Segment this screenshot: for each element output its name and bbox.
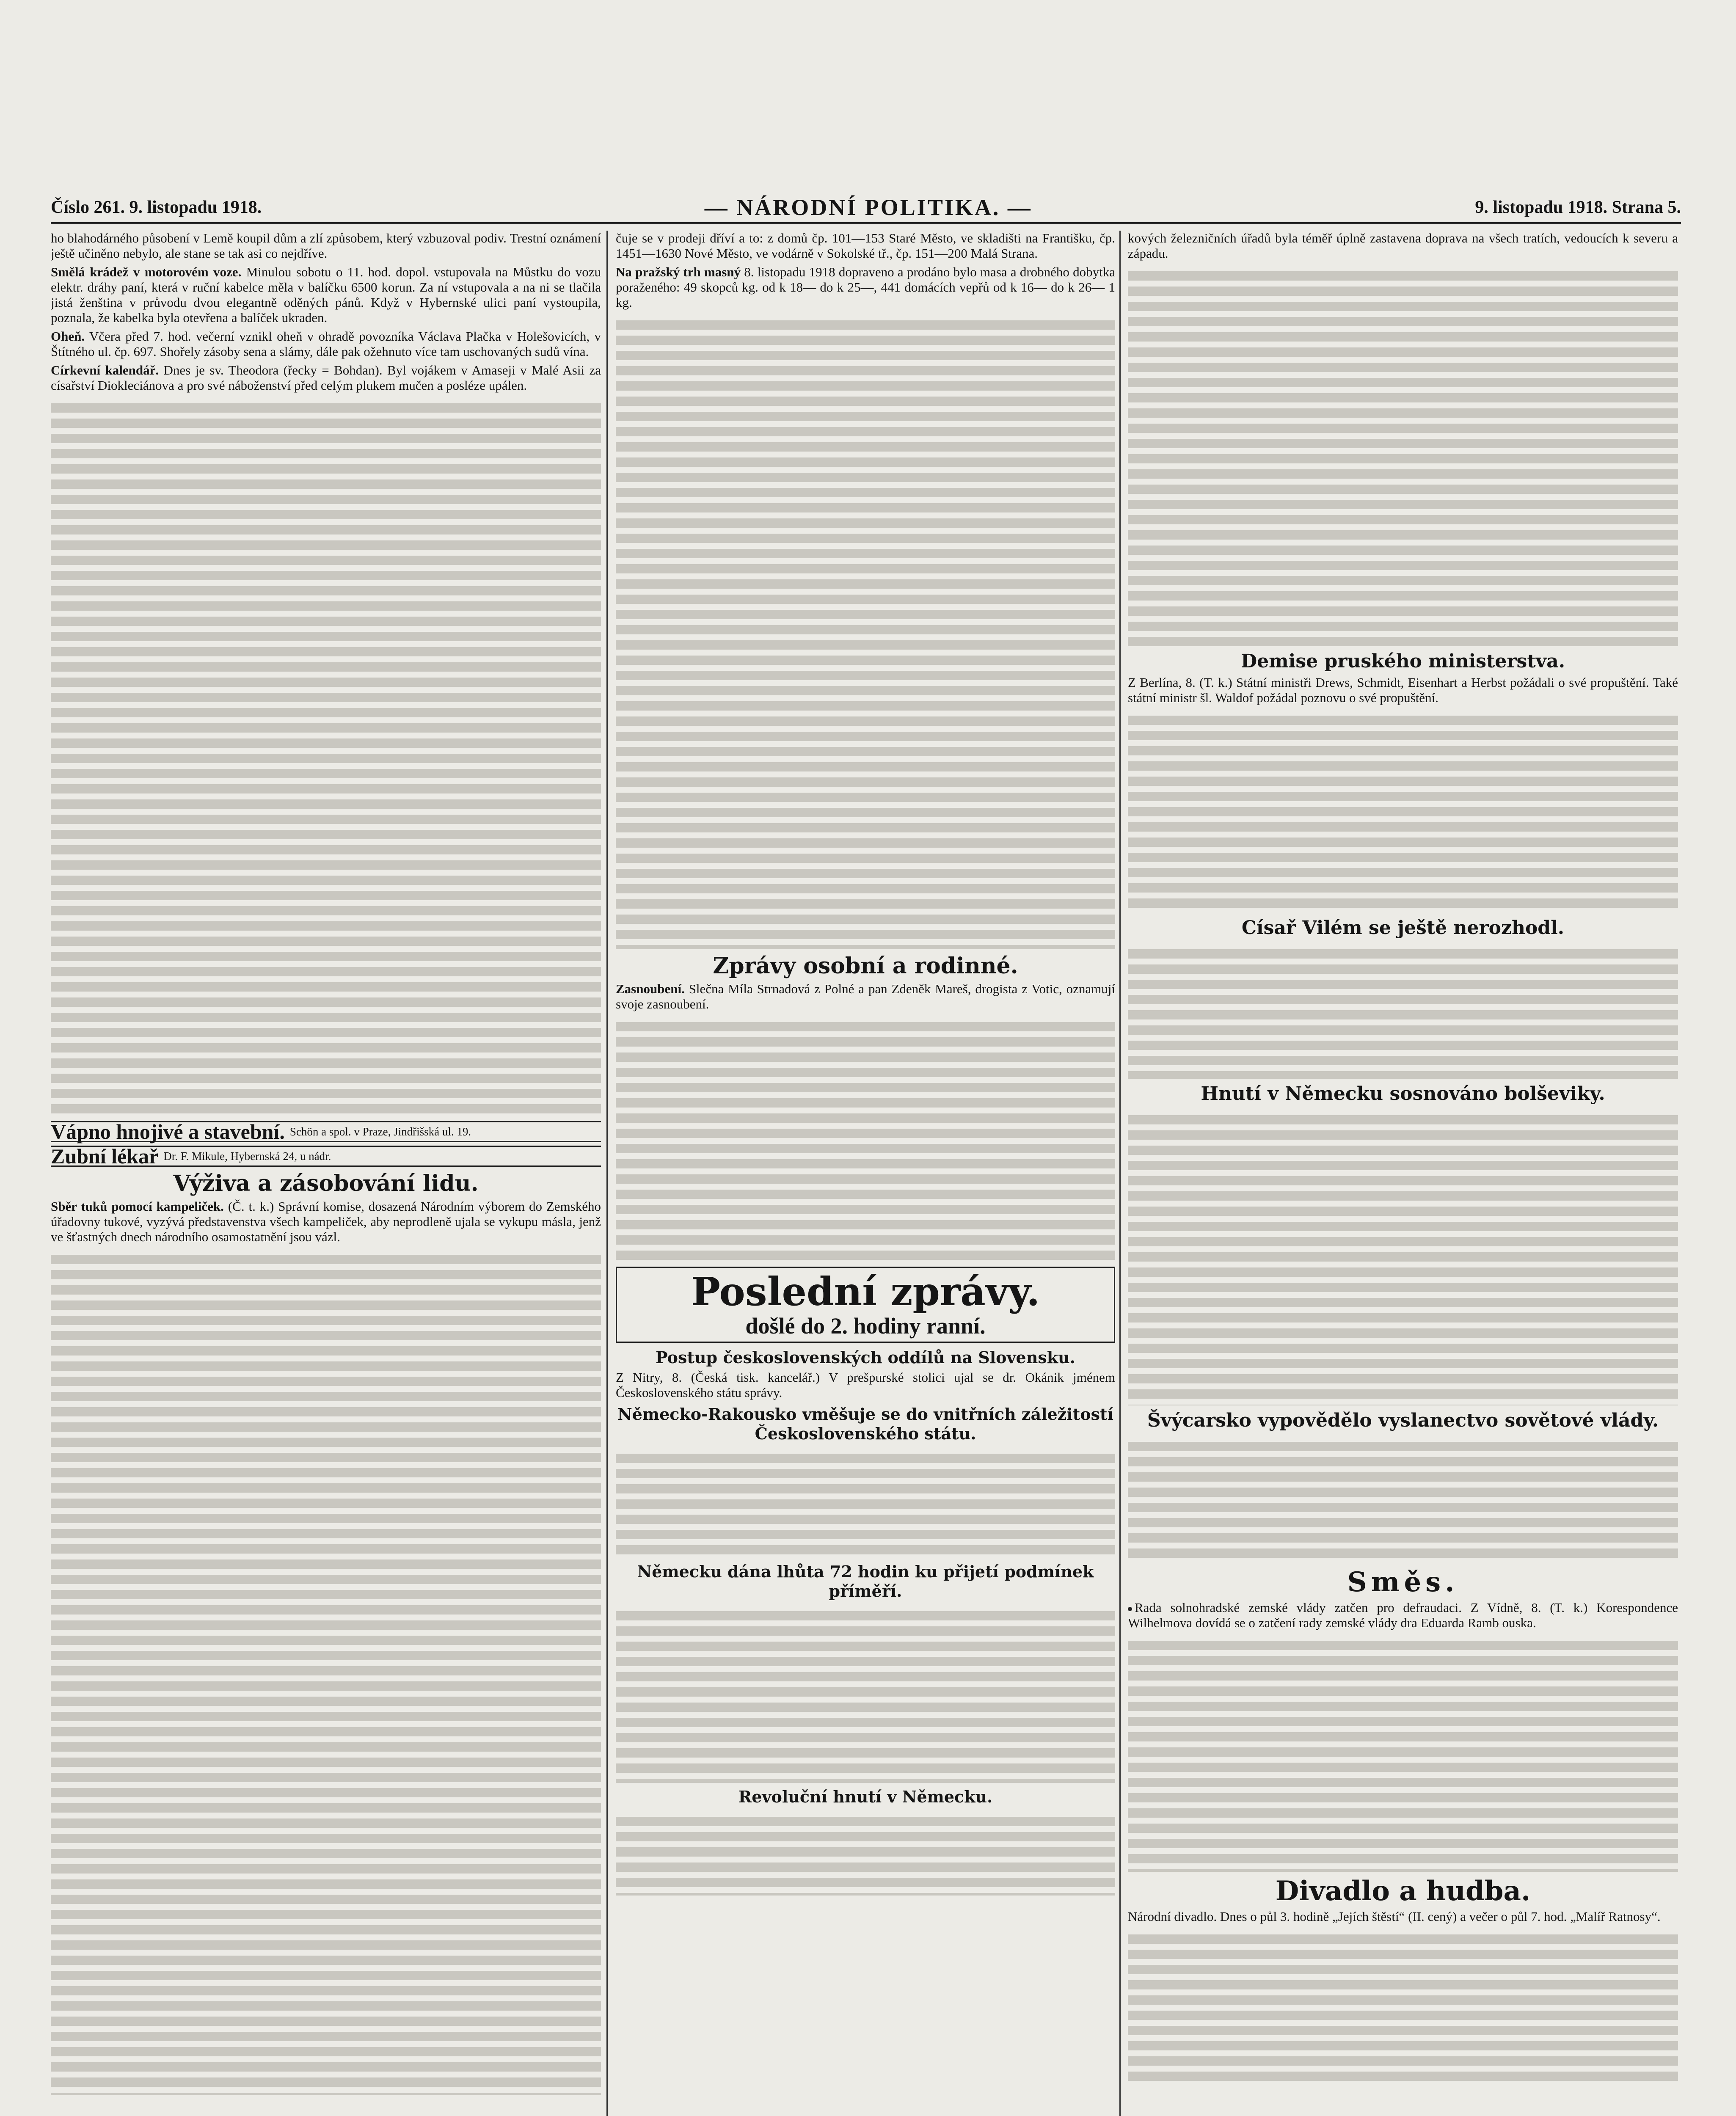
- latest-news-box: [616, 1267, 1115, 1343]
- article: Zasnoubení. Slečna Míla Strnadová z Polné a pan Zdeněk Mareš, drogista z Votic, oznamují svoje zasnoubení.: [616, 981, 1115, 1011]
- article-text: čuje se v prodeji dříví a to: z domů čp. 101—153 Staré Město, ve skladišti na Františku, čp. 1451—1630 Nové Město, ve vodárně v Sokolské tř., čp. 151—200 Malá Strana.: [616, 231, 1115, 261]
- article-lead: Zasnoubení.: [616, 981, 685, 996]
- text-body-placeholder: [1128, 943, 1678, 1079]
- article-headline: Postup československých oddílů na Slovensku.: [656, 1348, 1075, 1367]
- article: Církevní kalendář. Dnes je sv. Theodora (řecky = Bohdan). Byl vojákem v Amaseji v Malé Asii za císařství Diokleciánova a pro své náboženství před celým plukem mučen a posléze upálen.: [51, 363, 601, 393]
- column-3: [1128, 231, 1678, 2116]
- date-page: 9. listopadu 1918. Strana 5.: [1475, 198, 1681, 217]
- text-body-placeholder: [616, 1811, 1115, 1896]
- column-divider: [606, 231, 608, 2116]
- masthead: [51, 193, 1681, 224]
- article-text: Národní divadlo. Dnes o půl 3. hodině „Jejích štěstí“ (II. cený) a večer o půl 7. hod. „Malíř Ratnosy“.: [1128, 1909, 1661, 1924]
- text-body-placeholder: [616, 1605, 1115, 1783]
- section-heading: Zprávy osobní a rodinné.: [713, 953, 1018, 979]
- article-lead: Smělá krádež v motorovém voze.: [51, 264, 242, 279]
- bullet-icon: [1128, 1607, 1132, 1611]
- text-body-placeholder: [1128, 710, 1678, 913]
- latest-news-title: Poslední zprávy.: [691, 1269, 1040, 1314]
- article: Sběr tuků pomocí kampeliček. (Č. t. k.) Správní komise, dosazená Národním výborem do Zemského úřadovny tukové, vyzývá představenstva všech kampeliček, aby neprodleně ujala se vykupu másla, jenž ve šťastných dnech národního osamostatnění jsou vázl.: [51, 1199, 601, 1244]
- article-text: Rada solnohradské zemské vlády zatčen pro defraudaci. Z Vídně, 8. (T. k.) Korespondence Wilhelmova dovídá se o zatčení rady zemské vlády dra Eduarda Ramb ouska.: [1128, 1600, 1678, 1630]
- latest-news-subtitle: došlé do 2. hodiny ranní.: [745, 1313, 986, 1339]
- article-headline: Hnutí v Německu sosnováno bolševiky.: [1201, 1083, 1605, 1105]
- newspaper-title: — NÁRODNÍ POLITIKA. —: [704, 195, 1032, 220]
- advertisement-vapno: Vápno hnojivé a stavební. Schön a spol. v Praze, Jindřišská ul. 19.: [51, 1121, 601, 1142]
- issue-number: Číslo 261. 9. listopadu 1918.: [51, 198, 262, 217]
- article: Oheň. Včera před 7. hod. večerní vznikl oheň v ohradě povozníka Václava Plačka v Holešovicích, v Štítného ul. čp. 697. Shořely zásoby sena a slámy, dále pak ožehnuto více tam uschovaných sudů vína.: [51, 329, 601, 359]
- article-lead: Církevní kalendář.: [51, 363, 159, 377]
- text-body-placeholder: [616, 314, 1115, 949]
- article-headline: Švýcarsko vypovědělo vyslanectvo sovětové vlády.: [1147, 1410, 1659, 1431]
- text-body-placeholder: [1128, 1109, 1678, 1405]
- text-body-placeholder: [1128, 1929, 1678, 2081]
- text-body-placeholder: [616, 1016, 1115, 1262]
- text-body-placeholder: [616, 1448, 1115, 1558]
- article-headline: Německu dána lhůta 72 hodin ku přijetí podmínek příměří.: [637, 1562, 1094, 1601]
- article-headline: Německo-Rakousko vměšuje se do vnitřních záležitostí Československého státu.: [617, 1405, 1114, 1443]
- article: Smělá krádež v motorovém voze. Minulou sobotu o 11. hod. dopol. vstupovala na Můstku do vozu elektr. dráhy paní, která v ruční kabelce měla v balíčku 6500 korun. Za ní vstupovala a na ni se tlačila jistá ženština v průvodu dvou elegantně oděných pánů. Když v Hybernské ulici paní vystoupila, poznala, že kabelka byla otevřena a balíček ukraden.: [51, 264, 601, 325]
- text-body-placeholder: [1128, 1436, 1678, 1563]
- article-text: Z Nitry, 8. (Česká tisk. kancelář.) V prešpurské stolici ujal se dr. Okánik jménem Československého státu správy.: [616, 1370, 1115, 1400]
- article-lead: Oheň.: [51, 329, 85, 344]
- article-text: ho blahodárného působení v Lemě koupil dům a zlí způsobem, který vzbuzoval podiv. Trestní oznámení ještě učiněno nebylo, ale stane se tak asi co nejdříve.: [51, 231, 601, 261]
- column-1: [51, 231, 601, 2116]
- article-text: Z Berlína, 8. (T. k.) Státní ministři Drews, Schmidt, Eisenhart a Herbst požádali o své propuštění. Také státní ministr šl. Waldof požádal poznovu o své propuštění.: [1128, 675, 1678, 705]
- article-lead: Sběr tuků pomocí kampeliček.: [51, 1199, 224, 1214]
- article-headline: Císař Vilém se ještě nerozhodl.: [1241, 917, 1565, 939]
- text-body-placeholder: [1128, 1635, 1678, 1872]
- advertisement-dentist: Zubní lékař Dr. F. Mikule, Hybernská 24, u nádr.: [51, 1146, 601, 1167]
- article-headline: Demise pruského ministerstva.: [1240, 650, 1565, 672]
- column-2: [616, 231, 1115, 2116]
- section-heading: Směs.: [1347, 1566, 1459, 1598]
- text-body-placeholder: [51, 1249, 601, 2095]
- text-body-placeholder: [51, 397, 601, 1117]
- article: Na pražský trh masný 8. listopadu 1918 dopraveno a prodáno bylo masa a drobného dobytka poraženého: 49 skopců kg. od k 18— do k 25—, 441 domácích vepřů od k 16— do k 26— 1 kg.: [616, 264, 1115, 310]
- article-headline: Revoluční hnutí v Německu.: [738, 1787, 993, 1806]
- section-heading: Divadlo a hudba.: [1275, 1875, 1531, 1907]
- column-divider: [1119, 231, 1121, 2116]
- article-text: kových železničních úřadů byla téměř úplně zastavena doprava na všech tratích, vedoucích k severu a západu.: [1128, 231, 1678, 261]
- section-heading: Výživa a zásobování lidu.: [173, 1171, 479, 1196]
- text-body-placeholder: [1128, 265, 1678, 646]
- article-lead: Na pražský trh masný: [616, 264, 741, 279]
